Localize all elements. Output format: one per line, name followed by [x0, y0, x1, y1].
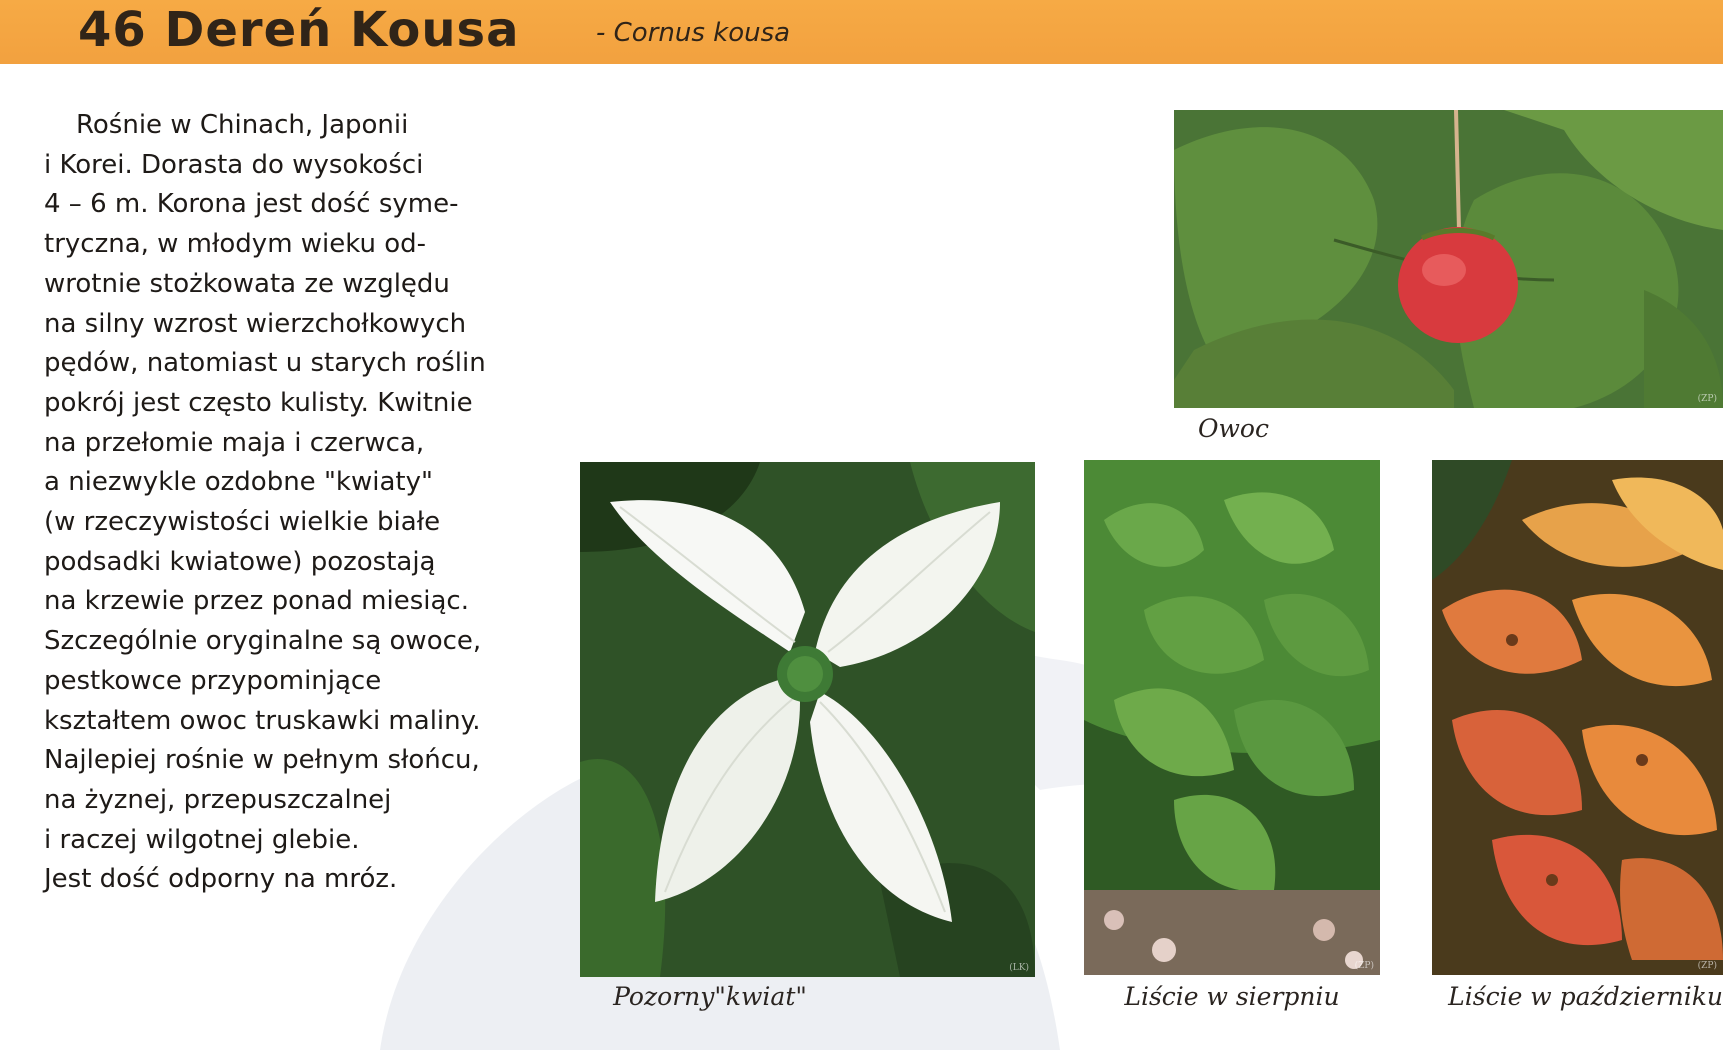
description-line: (w rzeczywistości wielkie białe	[44, 507, 441, 538]
page-title: 46 Dereń Kousa	[78, 2, 520, 58]
description-line: tryczna, w młodym wieku od-	[44, 229, 427, 260]
description-line: podsadki kwiatowe) pozostają	[44, 546, 436, 577]
description-line: Szczególnie oryginalne są owoce,	[44, 626, 482, 657]
description-line: pokrój jest często kulisty. Kwitnie	[44, 387, 473, 418]
flower-photo	[580, 462, 1035, 977]
photo-credit: (ZP)	[1697, 961, 1717, 971]
description-line: a niezwykle ozdobne "kwiaty"	[44, 467, 433, 498]
description-line: Jest dość odporny na mróz.	[44, 864, 398, 895]
description-line: pestkowce przypominjące	[44, 665, 382, 696]
description-line: Najlepiej rośnie w pełnym słońcu,	[44, 745, 480, 776]
description-line: na przełomie maja i czerwca,	[44, 427, 425, 458]
leaves-october-image-icon	[1432, 460, 1723, 975]
description-line: i raczej wilgotnej glebie.	[44, 824, 360, 855]
leaves-august-image-icon	[1084, 460, 1380, 975]
description-line: kształtem owoc truskawki maliny.	[44, 705, 481, 736]
description-line: pędów, natomiast u starych roślin	[44, 348, 486, 379]
leaves-october-caption: Liście w październiku	[1448, 982, 1723, 1011]
fruit-image-icon	[1174, 110, 1723, 408]
description-line: i Korei. Dorasta do wysokości	[44, 149, 424, 180]
description-line: na silny wzrost wierzchołkowych	[44, 308, 467, 339]
description-text	[44, 106, 524, 900]
leaves-august-caption: Liście w sierpniu	[1124, 982, 1340, 1011]
fruit-photo	[1174, 110, 1723, 408]
description-line: 4 – 6 m. Korona jest dość syme-	[44, 189, 459, 220]
photo-credit: (LK)	[1009, 963, 1029, 973]
description-line: Rośnie w Chinach, Japonii	[76, 110, 409, 140]
flower-image-icon	[580, 462, 1035, 977]
fruit-caption: Owoc	[1198, 414, 1269, 443]
description-line: na żyznej, przepuszczalnej	[44, 784, 392, 815]
latin-name: - Cornus kousa	[596, 18, 791, 48]
description-line: wrotnie stożkowata ze względu	[44, 268, 450, 299]
leaves-october-photo	[1432, 460, 1723, 975]
leaves-august-photo	[1084, 460, 1380, 975]
photo-credit: (ZP)	[1354, 961, 1374, 971]
description-line: na krzewie przez ponad miesiąc.	[44, 586, 469, 617]
flower-caption: Pozorny"kwiat"	[613, 982, 807, 1011]
photo-credit: (ZP)	[1697, 394, 1717, 404]
